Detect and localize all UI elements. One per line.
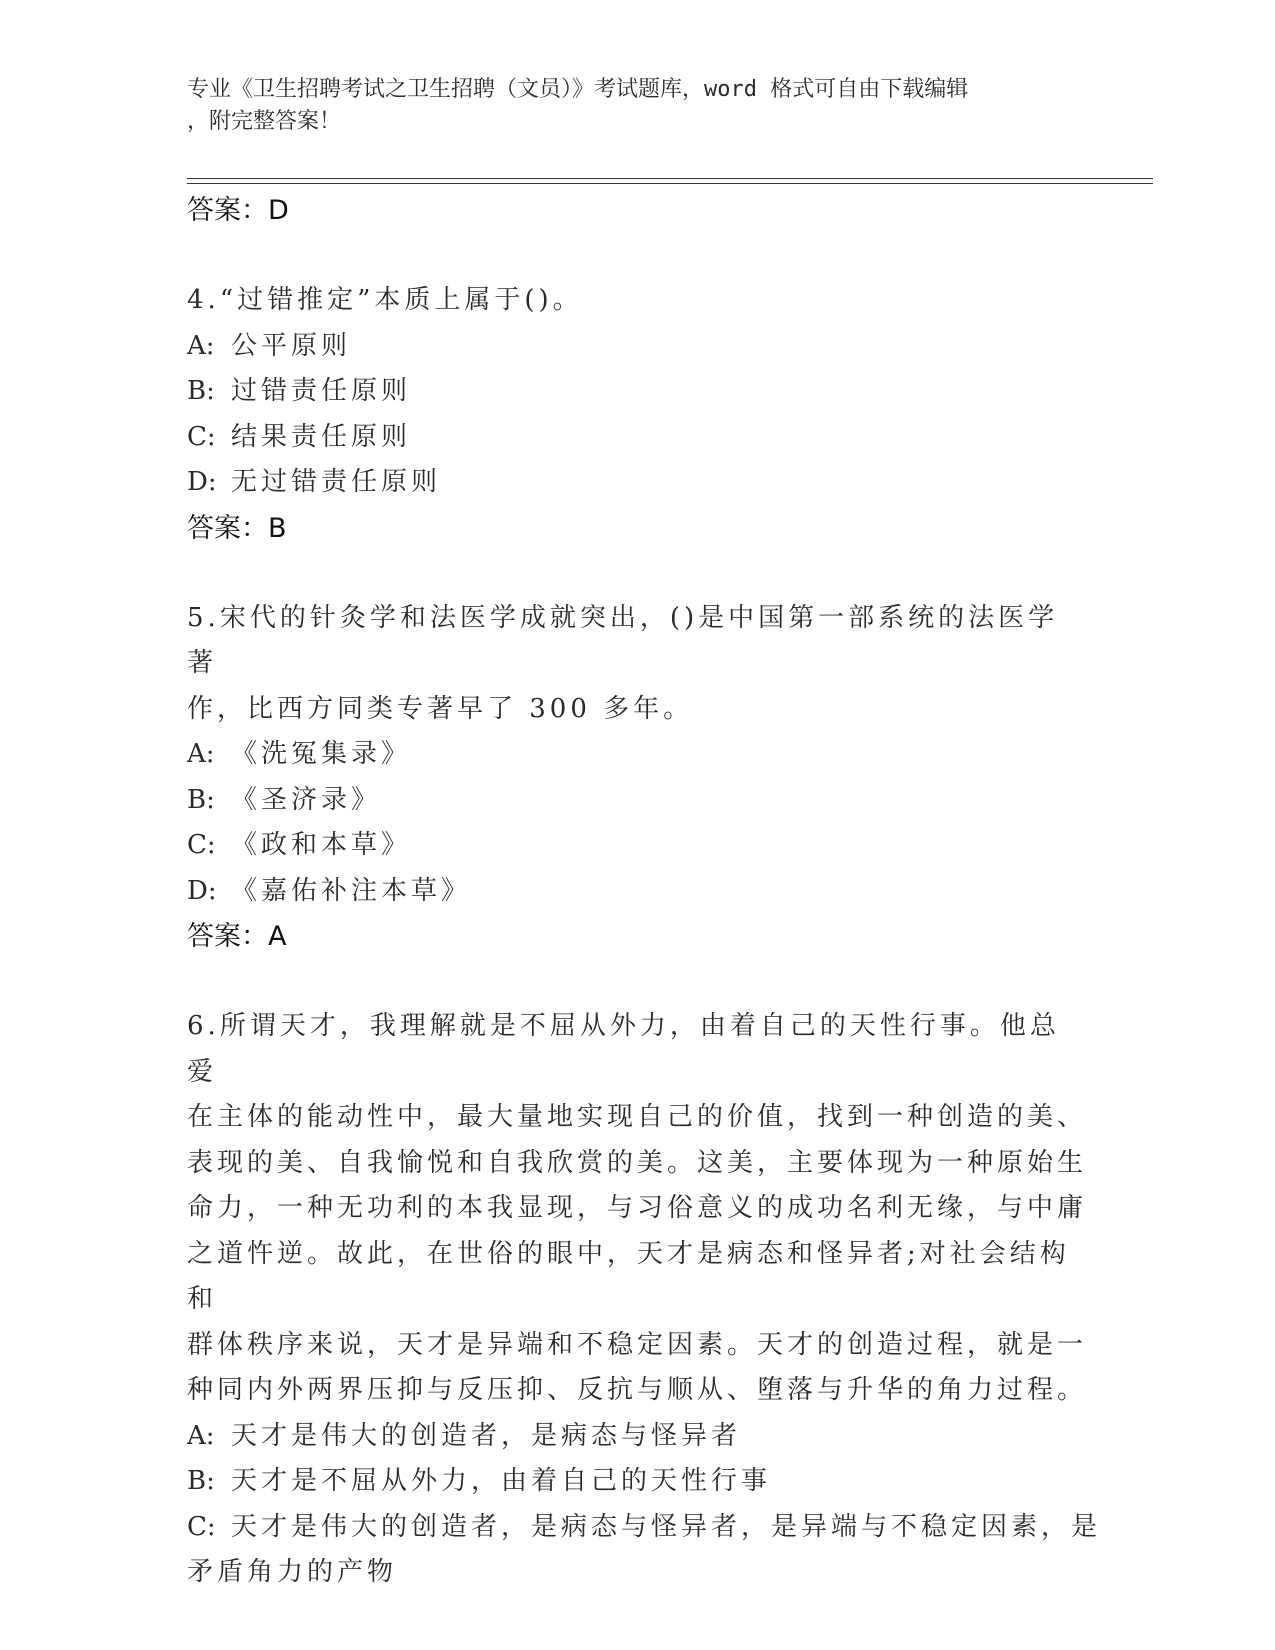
- option-d: [187, 869, 1087, 915]
- question-line: “过错推定”本质上属于()。: [219, 285, 583, 315]
- answer-prefix: 答案：: [187, 512, 268, 544]
- question-text: [187, 1323, 1087, 1369]
- question-answer: [187, 914, 1087, 960]
- question-5: [187, 596, 1087, 961]
- previous-answer: [187, 188, 1087, 234]
- question-6: [187, 1004, 1102, 1596]
- question-text: [187, 1232, 1087, 1323]
- answer-value: B: [268, 512, 287, 544]
- spacer: [187, 552, 1087, 596]
- question-line: 表现的美、自我愉悦和自我欣赏的美。这美，主要体现为一种原始生: [187, 1147, 1088, 1178]
- question-line: 种同内外两界压抑与反压抑、反抗与顺从、堕落与升华的角力过程。: [187, 1375, 1088, 1405]
- option-text: 结果责任原则: [231, 421, 412, 452]
- option-label: B:: [187, 784, 215, 815]
- option-text: 天才是伟大的创造者，是病态与怪异者，是异端与不稳定因素，是: [231, 1511, 1102, 1542]
- option-text: 《政和本草》: [231, 830, 412, 860]
- header-divider-top: [187, 178, 1153, 179]
- option-label: B:: [187, 376, 215, 406]
- question-line: 所谓天才，我理解就是不屈从外力，由着自己的天性行事。他总爱: [187, 1011, 1060, 1087]
- option-text: 天才是不屈从外力，由着自己的天性行事: [231, 1466, 772, 1496]
- question-list: [187, 188, 1102, 1596]
- question-line: 命力，一种无功利的本我显现，与习俗意义的成功名利无缘，与中庸: [187, 1193, 1088, 1223]
- header-divider-bottom: [187, 183, 1153, 184]
- option-label: D:: [187, 467, 217, 497]
- question-line: 群体秩序来说，天才是异端和不稳定因素。天才的创造过程，就是一: [187, 1329, 1088, 1360]
- option-b: [187, 778, 1087, 824]
- option-b: [187, 1459, 1087, 1505]
- question-text: [187, 1141, 1087, 1187]
- question-text: [187, 1368, 1087, 1414]
- option-label: D:: [187, 875, 217, 906]
- header-line-1: 专业《卫生招聘考试之卫生招聘（文员）》考试题库，word 格式可自由下载编辑: [187, 77, 969, 102]
- option-a: [187, 324, 1087, 370]
- question-text: [187, 1095, 1087, 1141]
- question-text: [187, 1186, 1087, 1232]
- question-text: [187, 278, 1087, 324]
- question-4: [187, 278, 1087, 552]
- option-c-continuation: [187, 1550, 1087, 1596]
- option-text: 矛盾角力的产物: [187, 1557, 398, 1587]
- option-text: 天才是伟大的创造者，是病态与怪异者: [231, 1420, 742, 1451]
- option-c: [187, 823, 1087, 869]
- spacer: [187, 960, 1087, 1004]
- option-label: A:: [187, 739, 215, 769]
- question-text: [187, 596, 1087, 687]
- option-label: C:: [187, 830, 216, 860]
- question-answer: [187, 506, 1087, 552]
- option-text: 过错责任原则: [231, 376, 412, 406]
- answer-value: D: [268, 195, 289, 226]
- question-number: 6.: [187, 1011, 220, 1041]
- option-label: C:: [187, 421, 216, 452]
- option-label: A:: [187, 1420, 215, 1451]
- option-text: 《洗冤集录》: [231, 739, 412, 769]
- header-line-2: ，附完整答案！: [187, 109, 342, 134]
- question-number: 4.: [187, 285, 220, 315]
- option-text: 《圣济录》: [231, 784, 382, 815]
- option-d: [187, 460, 1087, 506]
- question-number: 5.: [187, 602, 220, 633]
- option-a: [187, 732, 1087, 778]
- option-a: [187, 1414, 1087, 1460]
- question-text: [187, 687, 1087, 733]
- option-text: 无过错责任原则: [231, 467, 442, 497]
- question-line: 作，比西方同类专著早了 300 多年。: [187, 693, 694, 724]
- option-c: [187, 1505, 1102, 1551]
- option-text: 《嘉佑补注本草》: [231, 875, 472, 906]
- question-line: 在主体的能动性中，最大量地实现自己的价值，找到一种创造的美、: [187, 1102, 1088, 1132]
- option-c: [187, 415, 1087, 461]
- question-line: 之道忤逆。故此，在世俗的眼中，天才是病态和怪异者;对社会结构和: [187, 1238, 1070, 1314]
- document-header: [187, 74, 1107, 138]
- spacer: [187, 234, 1087, 278]
- answer-prefix: 答案：: [187, 921, 268, 952]
- option-label: B:: [187, 1466, 215, 1496]
- question-text: [187, 1004, 1087, 1095]
- option-label: A:: [187, 330, 215, 361]
- option-b: [187, 369, 1087, 415]
- option-label: C:: [187, 1511, 216, 1542]
- answer-prefix: 答案：: [187, 195, 268, 226]
- option-text: 公平原则: [231, 330, 352, 361]
- answer-value: A: [268, 921, 287, 952]
- question-line: 宋代的针灸学和法医学成就突出，()是中国第一部系统的法医学著: [187, 602, 1059, 678]
